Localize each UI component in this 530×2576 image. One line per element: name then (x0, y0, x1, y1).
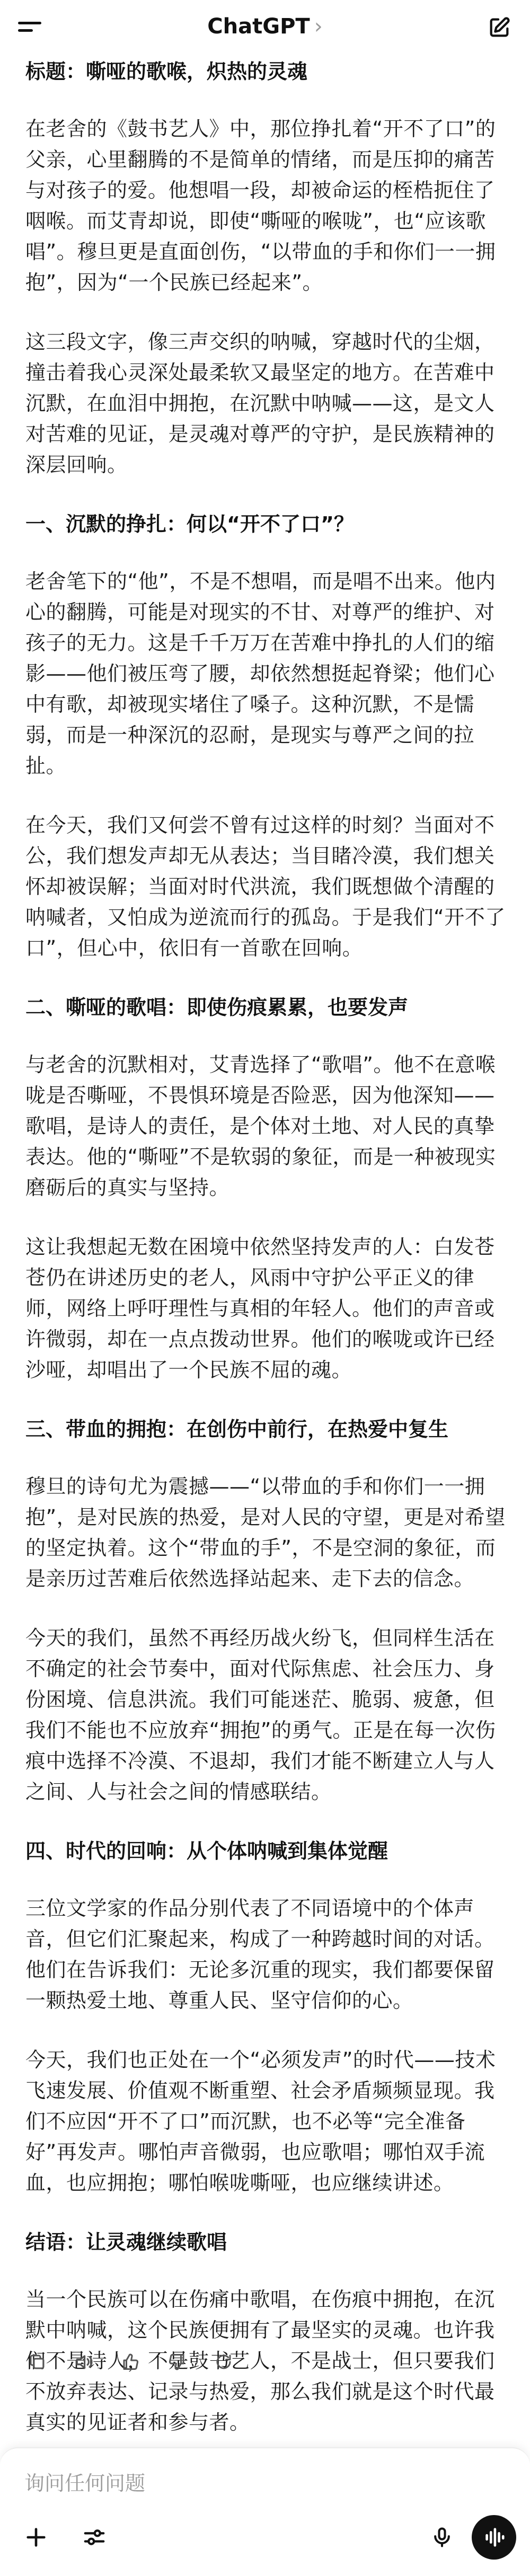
message-actions (25, 2350, 235, 2374)
tools-button[interactable] (80, 2522, 109, 2552)
section-paragraph: 穆旦的诗句尤为震撼——“以带血的手和你们一一拥抱”，是对民族的热爱，是对人民的守望，更是对希望的坚定执着。这个“带血的手”，不是空洞的象征，而是亲历过苦难后依然选择站起来、走下去的信念。 (25, 1475, 506, 1590)
regenerate-button[interactable] (212, 2350, 235, 2374)
app-title: ChatGPT (207, 14, 310, 39)
copy-button[interactable] (25, 2350, 49, 2374)
dictate-button[interactable] (427, 2521, 457, 2553)
sliders-icon (82, 2525, 107, 2550)
top-bar (0, 0, 530, 53)
intro-paragraph: 这三段文字，像三声交织的呐喊，穿越时代的尘烟，撞击着我心灵深处最柔软又最坚定的地方。在苦难中沉默，在血泪中拥抱，在沉默中呐喊——这，是文人对苦难的见证，是灵魂对尊严的守护，是民族精神的深层回响。 (25, 330, 495, 476)
composer (0, 2447, 530, 2576)
message-input[interactable] (24, 2467, 491, 2499)
add-attachment-button[interactable] (21, 2522, 51, 2552)
regenerate-icon (214, 2352, 233, 2371)
intro-paragraph: 在老舍的《鼓书艺人》中，那位挣扎着“开不了口”的父亲，心里翻腾的不是简单的情绪，而是压抑的痛苦与对孩子的爱。他想唱一段，却被命运的桎梏扼住了咽喉。而艾青却说，即使“嘶哑的喉咙”，也“应该歌唱”。穆旦更是直面创伤，“以带血的手和你们一一拥抱”，因为“一个民族已经起来”。 (25, 117, 496, 294)
section-heading: 三、带血的拥抱：在创伤中前行，在热爱中复生 (25, 1418, 449, 1441)
section-paragraph: 与老舍的沉默相对，艾青选择了“歌唱”。他不在意喉咙是否嘶哑，不畏惧环境是否险恶，因为他深知——歌唱，是诗人的责任，是个体对土地、对人民的真挚表达。他的“嘶哑”不是软弱的象征，而是一种被现实磨砺后的真实与坚持。 (25, 1053, 496, 1199)
section-paragraph: 三位文学家的作品分别代表了不同语境中的个体声音，但它们汇聚起来，构成了一种跨越时间的对话。他们在告诉我们：无论多沉重的现实，我们都要保留一颗热爱土地、尊重人民、坚守信仰的心。 (25, 1897, 495, 2012)
microphone-icon (430, 2525, 454, 2550)
thumbs-down-icon (167, 2352, 187, 2371)
section-paragraph: 当一个民族可以在伤痛中歌唱，在伤痕中拥抱，在沉默中呐喊，这个民族便拥有了最坚实的灵魂。也许我们不是诗人，不是鼓书艺人，不是战士，但只要我们不放弃表达、记录与热爱，那么我们就是这个时代最真实的见证者和参与者。 (25, 2288, 495, 2434)
like-button[interactable] (119, 2350, 142, 2374)
compose-icon (487, 15, 511, 40)
section-heading: 结语：让灵魂继续歌唱 (25, 2230, 227, 2254)
speaker-icon (74, 2352, 94, 2372)
chevron-right-icon: › (314, 14, 323, 39)
plus-icon (24, 2525, 48, 2550)
section-paragraph: 老舍笔下的“他”，不是不想唱，而是唱不出来。他内心的翻腾，可能是对现实的不甘、对尊严的维护、对孩子的无力。这是千千万万在苦难中挣扎的人们的缩影——他们被压弯了腰，却依然想挺起脊梁；他们心中有歌，却被现实堵住了嗓子。这种沉默，不是懦弱，而是一种深沉的忍耐，是现实与尊严之间的拉扯。 (25, 570, 496, 777)
waveform-icon (482, 2525, 506, 2550)
section-heading: 一、沉默的挣扎：何以“开不了口”？ (25, 512, 354, 536)
read-aloud-button[interactable] (72, 2350, 95, 2374)
model-selector[interactable] (207, 14, 322, 39)
menu-icon[interactable] (18, 16, 45, 37)
section-paragraph: 在今天，我们又何尝不曾有过这样的时刻？当面对不公，我们想发声却无从表达；当目睹冷漠，我们想关怀却被误解；当面对时代洪流，我们既想做个清醒的呐喊者，又怕成为逆流而行的孤岛。于是我们“开不了口”，但心中，依旧有一首歌在回响。 (25, 813, 506, 960)
assistant-message (25, 56, 509, 2528)
dislike-button[interactable] (165, 2350, 189, 2374)
voice-mode-button[interactable] (472, 2515, 516, 2560)
section-paragraph: 今天的我们，虽然不再经历战火纷飞，但同样生活在不确定的社会节奏中，面对代际焦虑、社会压力、身份困境、信息洪流。我们可能迷茫、脆弱、疲惫，但我们不能也不应放弃“拥抱”的勇气。正是在每一次伤痕中选择不冷漠、不退却，我们才能不断建立人与人之间、人与社会之间的情感联结。 (25, 1626, 496, 1803)
copy-icon (28, 2352, 47, 2371)
new-chat-button[interactable] (484, 13, 514, 42)
section-paragraph: 这让我想起无数在困境中依然坚持发声的人：白发苍苍仍在讲述历史的老人，风雨中守护公平正义的律师，网络上呼吁理性与真相的年轻人。他们的声音或许微弱，却在一点点拨动世界。他们的喉咙或许已经沙哑，却唱出了一个民族不屈的魂。 (25, 1235, 495, 1382)
section-heading: 四、时代的回响：从个体呐喊到集体觉醒 (25, 1839, 388, 1863)
message-title: 标题：嘶哑的歌喉，炽热的灵魂 (25, 60, 308, 83)
section-heading: 二、嘶哑的歌唱：即使伤痕累累，也要发声 (25, 996, 409, 1019)
section-paragraph: 今天，我们也正处在一个“必须发声”的时代——技术飞速发展、价值观不断重塑、社会矛盾频频显现。我们不应因“开不了口”而沉默，也不必等“完全准备好”再发声。哪怕声音微弱，也应歌唱；哪怕双手流血，也应拥抱；哪怕喉咙嘶哑，也应继续讲述。 (25, 2048, 496, 2194)
thumbs-up-icon (121, 2352, 140, 2371)
